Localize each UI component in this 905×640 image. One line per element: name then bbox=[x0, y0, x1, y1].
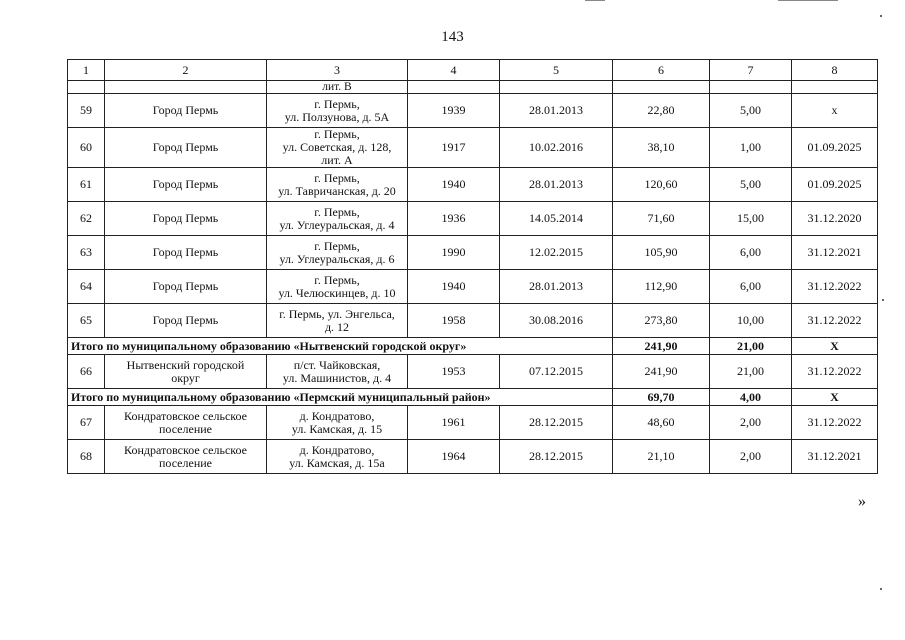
year-cell: 1940 bbox=[408, 270, 500, 304]
date-cell: 28.12.2015 bbox=[500, 440, 613, 474]
address-cell bbox=[267, 128, 408, 168]
date-cell: 30.08.2016 bbox=[500, 304, 613, 338]
area-cell: 21,10 bbox=[613, 440, 710, 474]
row-number-cell: 66 bbox=[68, 355, 105, 389]
address-cell bbox=[267, 236, 408, 270]
address-cell-line: г. Пермь, bbox=[314, 127, 360, 141]
row-number-cell: 59 bbox=[68, 94, 105, 128]
date-cell: 12.02.2015 bbox=[500, 236, 613, 270]
row-number-cell: 65 bbox=[68, 304, 105, 338]
municipality-cell-line: Кондратовское сельское bbox=[124, 408, 247, 423]
page-number: 143 bbox=[441, 29, 464, 45]
year-cell: 1964 bbox=[408, 440, 500, 474]
column-number-cell: 2 bbox=[105, 60, 267, 81]
count-cell: 10,00 bbox=[710, 304, 792, 338]
table-row bbox=[68, 94, 878, 128]
date-cell: 07.12.2015 bbox=[500, 355, 613, 389]
address-cell-line: г. Пермь, bbox=[314, 170, 360, 185]
address-cell-line: п/ст. Чайковская, bbox=[293, 357, 381, 372]
address-cell-line: ул. Челюскинцев, д. 10 bbox=[278, 285, 396, 300]
row-number-cell: 62 bbox=[68, 202, 105, 236]
count-cell: 21,00 bbox=[710, 355, 792, 389]
address-cell-line: г. Пермь, ул. Энгельса, bbox=[279, 306, 395, 321]
column-number-cell: 4 bbox=[408, 60, 500, 81]
count-cell: 5,00 bbox=[710, 168, 792, 202]
closing-quote-mark: » bbox=[858, 493, 866, 510]
column-number-cell: 8 bbox=[792, 60, 878, 81]
area-cell: 48,60 bbox=[613, 406, 710, 440]
municipality-cell-line: Город Пермь bbox=[152, 177, 219, 191]
area-cell: 38,10 bbox=[613, 128, 710, 168]
municipality-cell-line: Город Пермь bbox=[152, 103, 219, 117]
deadline-cell: 31.12.2022 bbox=[792, 406, 878, 440]
subtotal-label: Итого по муниципальному образованию «Нытвенский городской округ» bbox=[68, 338, 613, 355]
year-cell: 1917 bbox=[408, 128, 500, 168]
continuation-cell bbox=[792, 81, 878, 94]
year-cell: 1961 bbox=[408, 406, 500, 440]
municipality-cell bbox=[105, 236, 267, 270]
deadline-cell: 01.09.2025 bbox=[792, 128, 878, 168]
deadline-cell: 31.12.2022 bbox=[792, 355, 878, 389]
area-cell: 105,90 bbox=[613, 236, 710, 270]
date-cell: 28.12.2015 bbox=[500, 406, 613, 440]
municipality-cell-line: поселение bbox=[158, 421, 212, 436]
column-number-row bbox=[68, 60, 878, 81]
continuation-cell bbox=[408, 81, 500, 94]
address-cell-line: г. Пермь, bbox=[314, 204, 360, 219]
column-number-cell: 3 bbox=[267, 60, 408, 81]
count-cell: 2,00 bbox=[710, 406, 792, 440]
address-cell bbox=[267, 94, 408, 128]
count-cell: 1,00 bbox=[710, 128, 792, 168]
count-cell: 2,00 bbox=[710, 440, 792, 474]
address-cell-line: ул. Советская, д. 128, bbox=[282, 140, 392, 154]
top-edge-line-right bbox=[778, 0, 838, 1]
year-cell: 1958 bbox=[408, 304, 500, 338]
municipality-cell-line: Город Пермь bbox=[152, 279, 219, 293]
address-cell-line: ул. Углеуральская, д. 4 bbox=[279, 217, 395, 232]
address-cell-line: д. 12 bbox=[324, 319, 350, 334]
address-cell-line: д. Кондратово, bbox=[299, 408, 375, 423]
scan-speck bbox=[880, 15, 882, 17]
address-cell-line: лит. А bbox=[321, 153, 353, 167]
year-cell: 1990 bbox=[408, 236, 500, 270]
row-number-cell: 68 bbox=[68, 440, 105, 474]
deadline-cell: 31.12.2022 bbox=[792, 304, 878, 338]
scan-speck bbox=[882, 299, 884, 301]
deadline-cell: х bbox=[792, 94, 878, 128]
date-cell: 28.01.2013 bbox=[500, 168, 613, 202]
subtotal-deadline: Х bbox=[792, 338, 878, 355]
continuation-cell bbox=[105, 81, 267, 94]
table-row bbox=[68, 168, 878, 202]
date-cell: 10.02.2016 bbox=[500, 128, 613, 168]
year-cell: 1940 bbox=[408, 168, 500, 202]
address-cell-line: ул. Камская, д. 15 bbox=[291, 421, 383, 436]
municipality-cell-line: Кондратовское сельское bbox=[124, 442, 247, 457]
subtotal-label: Итого по муниципальному образованию «Пермский муниципальный район» bbox=[68, 389, 613, 406]
count-cell: 6,00 bbox=[710, 270, 792, 304]
municipality-cell bbox=[105, 270, 267, 304]
table-body bbox=[68, 60, 878, 474]
continuation-cell bbox=[613, 81, 710, 94]
address-cell bbox=[267, 202, 408, 236]
municipality-cell bbox=[105, 355, 267, 389]
continuation-row bbox=[68, 81, 878, 94]
subtotal-count: 4,00 bbox=[710, 389, 792, 406]
municipality-cell bbox=[105, 202, 267, 236]
address-cell bbox=[267, 270, 408, 304]
municipality-cell bbox=[105, 168, 267, 202]
table-row bbox=[68, 270, 878, 304]
row-number-cell: 67 bbox=[68, 406, 105, 440]
year-cell: 1939 bbox=[408, 94, 500, 128]
count-cell: 15,00 bbox=[710, 202, 792, 236]
municipality-cell-line: Город Пермь bbox=[152, 211, 219, 225]
area-cell: 241,90 bbox=[613, 355, 710, 389]
table-row bbox=[68, 202, 878, 236]
year-cell: 1936 bbox=[408, 202, 500, 236]
address-cell bbox=[267, 440, 408, 474]
row-number-cell: 61 bbox=[68, 168, 105, 202]
column-number-cell: 6 bbox=[613, 60, 710, 81]
continuation-cell bbox=[710, 81, 792, 94]
row-number-cell: 60 bbox=[68, 128, 105, 168]
address-cell-line: г. Пермь, bbox=[314, 272, 360, 287]
address-cell-line: ул. Ползунова, д. 5А bbox=[284, 109, 390, 124]
subtotal-area: 69,70 bbox=[613, 389, 710, 406]
area-cell: 120,60 bbox=[613, 168, 710, 202]
address-cell-line: ул. Тавричанская, д. 20 bbox=[278, 183, 396, 198]
municipality-cell-line: Город Пермь bbox=[152, 140, 219, 154]
subtotal-area: 241,90 bbox=[613, 338, 710, 355]
table-row bbox=[68, 128, 878, 168]
address-cell bbox=[267, 304, 408, 338]
subtotal-row bbox=[68, 389, 878, 406]
address-cell bbox=[267, 406, 408, 440]
subtotal-deadline: Х bbox=[792, 389, 878, 406]
subtotal-row bbox=[68, 338, 878, 355]
deadline-cell: 31.12.2022 bbox=[792, 270, 878, 304]
municipality-cell bbox=[105, 304, 267, 338]
continuation-cell bbox=[500, 81, 613, 94]
address-cell bbox=[267, 355, 408, 389]
scan-speck bbox=[880, 588, 882, 590]
table-row bbox=[68, 355, 878, 389]
area-cell: 22,80 bbox=[613, 94, 710, 128]
count-cell: 6,00 bbox=[710, 236, 792, 270]
continuation-cell bbox=[68, 81, 105, 94]
municipality-cell-line: округ bbox=[171, 370, 200, 385]
municipality-cell bbox=[105, 128, 267, 168]
area-cell: 273,80 bbox=[613, 304, 710, 338]
deadline-cell: 31.12.2020 bbox=[792, 202, 878, 236]
count-cell: 5,00 bbox=[710, 94, 792, 128]
municipality-cell bbox=[105, 440, 267, 474]
address-cell-line: г. Пермь, bbox=[314, 96, 360, 111]
municipality-cell-line: Город Пермь bbox=[152, 245, 219, 259]
area-cell: 112,90 bbox=[613, 270, 710, 304]
municipality-cell-line: поселение bbox=[158, 455, 212, 470]
deadline-cell: 31.12.2021 bbox=[792, 440, 878, 474]
column-number-cell: 7 bbox=[710, 60, 792, 81]
address-cell-line: ул. Камская, д. 15а bbox=[289, 455, 385, 470]
municipality-cell-line: Нытвенский городской bbox=[126, 357, 245, 372]
row-number-cell: 63 bbox=[68, 236, 105, 270]
table-row bbox=[68, 236, 878, 270]
area-cell: 71,60 bbox=[613, 202, 710, 236]
address-cell bbox=[267, 168, 408, 202]
table-row bbox=[68, 440, 878, 474]
housing-register-table bbox=[67, 59, 878, 474]
municipality-cell-line: Город Пермь bbox=[152, 313, 219, 327]
address-cell-line: г. Пермь, bbox=[314, 238, 360, 253]
top-edge-line-left bbox=[585, 0, 605, 1]
row-number-cell: 64 bbox=[68, 270, 105, 304]
deadline-cell: 01.09.2025 bbox=[792, 168, 878, 202]
date-cell: 28.01.2013 bbox=[500, 270, 613, 304]
year-cell: 1953 bbox=[408, 355, 500, 389]
continuation-cell: лит. В bbox=[267, 81, 408, 94]
date-cell: 28.01.2013 bbox=[500, 94, 613, 128]
column-number-cell: 5 bbox=[500, 60, 613, 81]
address-cell-line: ул. Машинистов, д. 4 bbox=[282, 370, 392, 385]
column-number-cell: 1 bbox=[68, 60, 105, 81]
municipality-cell bbox=[105, 406, 267, 440]
table-row bbox=[68, 304, 878, 338]
address-cell-line: д. Кондратово, bbox=[299, 442, 375, 457]
subtotal-count: 21,00 bbox=[710, 338, 792, 355]
date-cell: 14.05.2014 bbox=[500, 202, 613, 236]
deadline-cell: 31.12.2021 bbox=[792, 236, 878, 270]
municipality-cell bbox=[105, 94, 267, 128]
address-cell-line: ул. Углеуральская, д. 6 bbox=[279, 251, 395, 266]
table-row bbox=[68, 406, 878, 440]
